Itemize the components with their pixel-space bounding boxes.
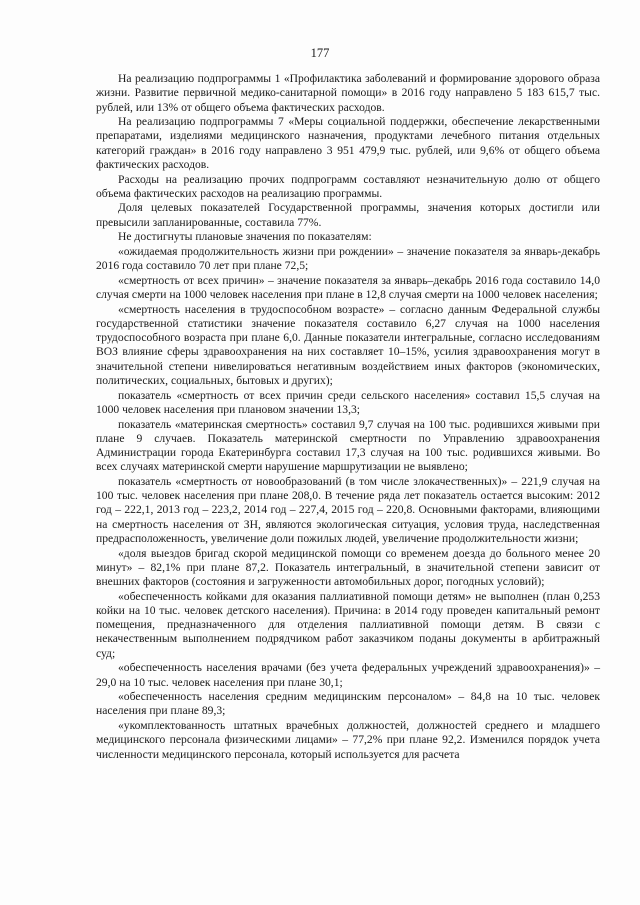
paragraph: показатель «смертность от всех причин среди сельского населения» составил 15,5 случая на 1000 человек населения при плановом значении 13,3;: [96, 388, 600, 416]
paragraph: «доля выездов бригад скорой медицинской помощи со временем доезда до больного менее 20 минут» – 82,1% при плане 87,2. Показатель интегральный, в значительной степени зависит от внешних факторов (состояния и загруженности автомобильных дорог, погодных условий);: [96, 546, 600, 589]
paragraph: «укомплектованность штатных врачебных должностей, должностей среднего и младшего медицинского персонала физическими лицами» – 77,2% при плане 92,2. Изменился порядок учета численности медицинского персонала, который используется для расчета: [96, 719, 600, 761]
document-body: [96, 72, 600, 762]
paragraph: Расходы на реализацию прочих подпрограмм составляют незначительную долю от общего объема фактических расходов на реализацию программы.: [96, 172, 600, 200]
paragraph: Не достигнуты плановые значения по показателям:: [118, 230, 372, 244]
paragraph: «обеспеченность койками для оказания паллиативной помощи детям» не выполнен (план 0,253 койки на 10 тыс. человек детского населения). Причина: в 2014 году проведен капитальный ремонт помещения, предназначенного для отделения паллиативной помощи детям. В связи с некачественным выполнением подрядчиком работ заказчиком поданы документы в арбитражный суд;: [96, 589, 600, 660]
paragraph: На реализацию подпрограммы 1 «Профилактика заболеваний и формирование здорового образа жизни. Развитие первичной медико-санитарной помощи» в 2016 году направлено 5 183 615,7 тыс. рублей, или 13% от общего объема фактических расходов.: [96, 72, 600, 114]
paragraph: показатель «материнская смертность» составил 9,7 случая на 100 тыс. родившихся живыми при плане 9 случаев. Показатель материнской смертности по Управлению здравоохранения Администрации города Екатеринбурга составил 17,3 случая на 100 тыс. родившихся живыми. Во всех случаях материнской смерти нарушение маршрутизации не выявлено;: [96, 417, 600, 474]
paragraph: Доля целевых показателей Государственной программы, значения которых достигли или превысили запланированные, составила 77%.: [96, 201, 600, 229]
paragraph: «смертность от всех причин» – значение показателя за январь–декабрь 2016 года составило 14,0 случая смерти на 1000 человек населения при плане в 12,8 случая смерти на 1000 человек населения;: [96, 273, 600, 302]
paragraph: «обеспеченность населения средним медицинским персоналом» – 84,8 на 10 тыс. человек населения при плане 89,3;: [96, 690, 600, 718]
page-number: 177: [310, 46, 330, 60]
paragraph: показатель «смертность от новообразований (в том числе злокачественных)» – 221,9 случая на 100 тыс. человек населения при плане 208,0. В течение ряда лет показатель остается высоким: 2012 год – 222,1, 2013 год – 223,2, 2014 год – 227,4, 2015 год – 220,8. Основными факторами, влияющими на смертность населения от ЗН, являются экологическая ситуация, условия труда, наследственная предрасположенность, увеличение доли пожилых людей, увеличение продолжительности жизни;: [96, 474, 600, 545]
paragraph: «смертность населения в трудоспособном возрасте» – согласно данным Федеральной службы государственной статистики значение показателя составило 6,27 случая на 1000 населения трудоспособного возраста при плане 6,0. Данные показатели интегральные, согласно исследованиям ВОЗ влияние сферы здравоохранения на них составляет 10–15%, усилия здравоохранения могут в значительной степени нивелироваться негативным воздействием иных факторов (экономических, политических, социальных, бытовых и других);: [96, 302, 600, 387]
paragraph: «ожидаемая продолжительность жизни при рождении» – значение показателя за январь-декабрь 2016 года составило 70 лет при плане 72,5;: [96, 244, 600, 273]
paragraph: На реализацию подпрограммы 7 «Меры социальной поддержки, обеспечение лекарственными препаратами, изделиями медицинского назначения, продуктами лечебного питания отдельных категорий граждан» в 2016 году направлено 3 951 479,9 тыс. рублей, или 9,6% от общего объема фактических расходов.: [96, 115, 600, 171]
paragraph: «обеспеченность населения врачами (без учета федеральных учреждений здравоохранения)» – 29,0 на 10 тыс. человек населения при плане 30,1;: [96, 661, 600, 689]
